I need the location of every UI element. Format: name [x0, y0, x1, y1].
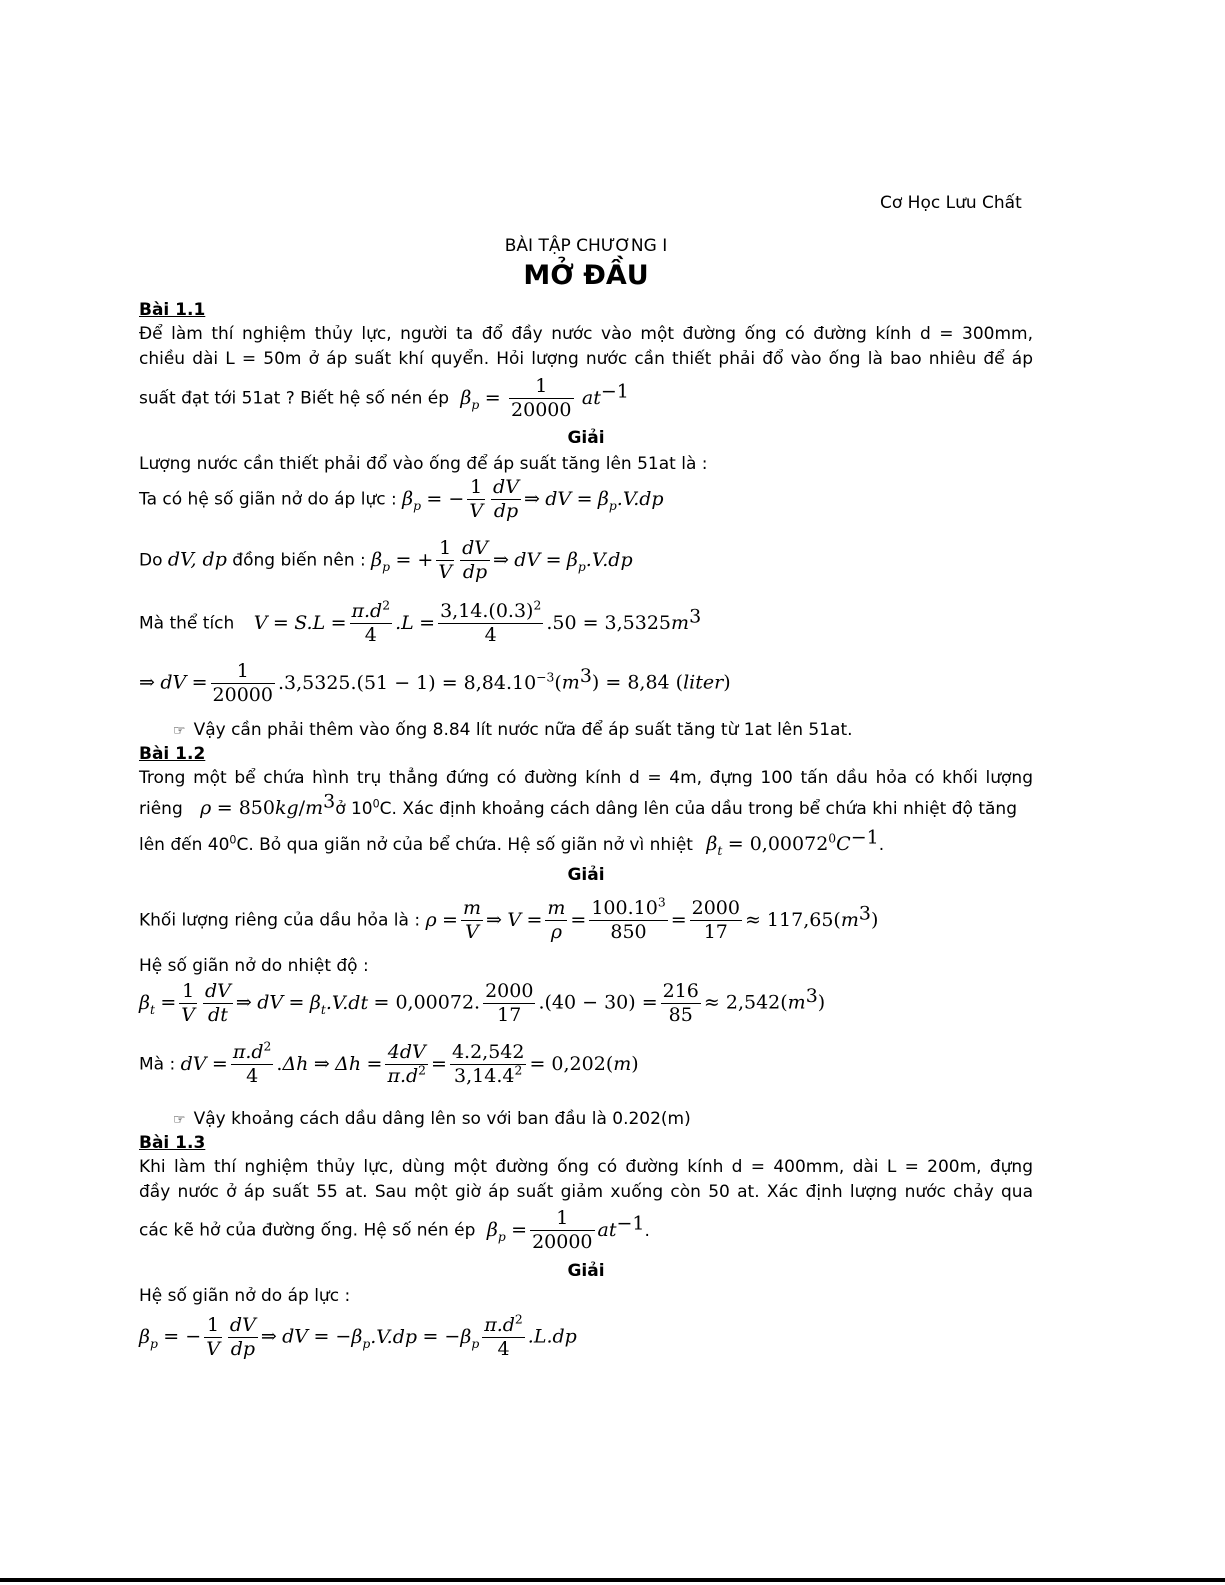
formula: V = S.L = $\frac{\pi.d^2}{4}$ .L = $\frac{3,14.(0.3)^2}{4}$ $.50 = 3,5325m^3$	[253, 598, 702, 646]
solution-step	[139, 897, 878, 944]
exercise-heading: Bài 1.3	[139, 1133, 206, 1153]
solution-text: Mà :	[139, 1054, 176, 1075]
conclusion-text: Vậy cần phải thêm vào ống 8.84 lít nước nữa để áp suất tăng từ 1at lên 51at.	[193, 720, 853, 740]
exercise-text: đầy nước ở áp suất 55 at. Sau một giờ áp suất giảm xuống còn 50 at. Xác định lượng nước chảy qua	[139, 1182, 1033, 1202]
exercise-text: C. Bỏ qua giãn nở của bể chứa. Hệ số giãn nở vì nhiệt	[236, 835, 693, 855]
exercise-text: Trong một bể chứa hình trụ thẳng đứng có đường kính d = 4m, đựng 100 tấn dầu hỏa có khối lượng	[139, 768, 1033, 788]
exercise-text: suất đạt tới 51at ? Biết hệ số nén ép	[139, 388, 450, 409]
exercise-text-with-formula: lên đến $40^0C$. Bỏ qua giãn nở của bể chứa. Hệ số giãn nở vì nhiệt $\beta_t = 0,00072^0C^{-1}$.	[139, 826, 885, 858]
exercise-text: các kẽ hở của đường ống. Hệ số nén ép	[139, 1220, 476, 1241]
formula: $\beta_t$ = $\frac{1}{V}$ $\frac{dV}{dt}$ ⇒ dV = $\beta_t.V.dt = 0,00072$. $\frac{2000}{17}$ .(40 − 30) = $\frac{216}{85}$ ≈ $2,542(m^3)$	[139, 980, 826, 1026]
solution-step	[139, 476, 664, 523]
exercise-text-with-formula	[139, 1207, 650, 1254]
solution-label: Giải	[567, 428, 605, 448]
conclusion	[139, 719, 853, 742]
formula: $\beta_p$ = − $\frac{1}{V}$ $\frac{dV}{dp}$ ⇒ dV = $-\beta_p.V.dp = -\beta_p$ $\frac{\pi.d^2}{4}$ .L.dp	[139, 1312, 577, 1360]
solution-text: Lượng nước cần thiết phải đổ vào ống để áp suất tăng lên 51at là :	[139, 454, 708, 474]
formula: $\beta_p$ = + $\frac{1}{V}$ $\frac{dV}{dp}$ ⇒ dV = $\beta_p.V.dp$	[371, 537, 633, 583]
exercise-text: Xác định khoảng cách dâng lên của dầu trong bể chứa khi nhiệt độ tăng	[402, 799, 1017, 819]
exercise-text: chiều dài L = 50m ở áp suất khí quyển. Hỏi lượng nước cần thiết phải đổ vào ống là bao nhiêu để áp	[139, 349, 1033, 369]
running-header: Cơ Học Lưu Chất	[880, 193, 1022, 213]
conclusion-text: Vậy khoảng cách dầu dâng lên so với ban đầu là 0.202(m)	[193, 1109, 691, 1129]
conclusion	[139, 1108, 691, 1131]
solution-text: Ta có hệ số giãn nở do áp lực :	[139, 489, 397, 510]
formula: $\beta_p$ = − $\frac{1}{V}$ $\frac{dV}{dp}$ ⇒ dV = $\beta_p.V.dp$	[402, 476, 664, 522]
exercise-text-with-formula: riêng $\rho = 850kg/m^3ở$ $10^0C$. Xác định khoảng cách dâng lên của dầu trong bể chứa khi nhiệt độ tăng	[139, 790, 1017, 819]
pointing-hand-icon: ☞	[173, 723, 186, 739]
exercise-heading: Bài 1.2	[139, 744, 206, 764]
formula: ⇒ dV = $\frac{1}{20000}$ $.3,5325.(51 - 1) = 8,84.10^{-3}(m^3) = 8,84$ (liter)	[139, 660, 731, 706]
page-bottom-border	[0, 1578, 1225, 1582]
chapter-label: BÀI TẬP CHƯƠNG I	[504, 236, 668, 256]
solution-text: Khối lượng riêng của dầu hỏa là :	[139, 910, 421, 931]
formula: ρ = $\frac{m}{V}$ ⇒ V = $\frac{m}{\rho}$ = $\frac{100.10^3}{850}$ = $\frac{2000}{17}$ ≈ $117,65(m^3)$	[425, 895, 879, 943]
solution-text: Mà thể tích	[139, 613, 235, 634]
solution-label: Giải	[567, 865, 605, 885]
formula: dV = $\frac{\pi.d^2}{4}$ .Δh ⇒ Δh = $\frac{4dV}{\pi.d^2}$ = $\frac{4.2,542}{3,14.4^2}$ = 0,202(m)	[180, 1039, 639, 1087]
solution-step	[139, 1041, 639, 1088]
solution-text: đồng biến nên :	[232, 550, 366, 571]
exercise-heading: Bài 1.1	[139, 300, 206, 320]
solution-step: Do dV, dp đồng biến nên : $\beta_p$ = + $\frac{1}{V}$ $\frac{dV}{dp}$ ⇒ dV = $\beta_p.V.dp$	[139, 537, 633, 583]
exercise-text: riêng	[139, 799, 183, 819]
page-title: MỞ ĐẦU	[523, 260, 649, 291]
solution-text: Hệ số giãn nở do nhiệt độ :	[139, 956, 369, 976]
exercise-text: Khi làm thí nghiệm thủy lực, dùng một đường ống có đường kính d = 400mm, dài L = 200m, đựng	[139, 1157, 1033, 1177]
solution-text: Hệ số giãn nở do áp lực :	[139, 1286, 351, 1306]
exercise-text: lên đến 40	[139, 835, 230, 855]
solution-label: Giải	[567, 1261, 605, 1281]
formula: $\beta_p$ = $\frac{1}{20000}$ $at^{-1}$	[460, 375, 629, 421]
solution-text: Do	[139, 550, 163, 571]
exercise-text: Để làm thí nghiệm thủy lực, người ta đổ đầy nước vào một đường ống có đường kính d = 300mm,	[139, 324, 1033, 344]
exercise-text-with-formula	[139, 375, 629, 422]
formula: $\beta_p$ = $\frac{1}{20000}$ $at^{-1}$.	[486, 1207, 650, 1253]
solution-step	[139, 600, 701, 647]
pointing-hand-icon: ☞	[173, 1112, 186, 1128]
